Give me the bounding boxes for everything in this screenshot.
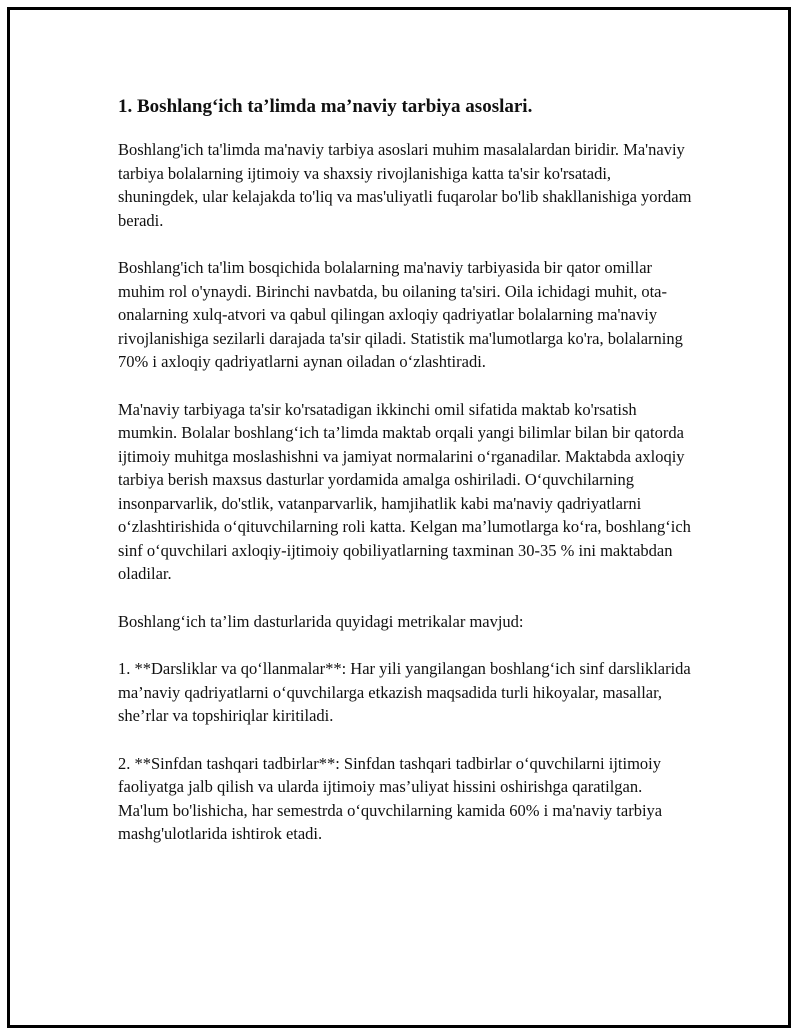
paragraph-extracurricular: 2. **Sinfdan tashqari tadbirlar**: Sinfdan tashqari tadbirlar o‘quvchilarni ijtimoiy faoliyatga jalb qilish va ularda ijtimoiy mas’uliyat hissini oshirishga qaratilgan. Ma'lum bo'lishicha, har semestrda o‘quvchilarning kamida 60% i ma'naviy tarbiya mashg'ulotlarida ishtirok etadi.: [118, 753, 663, 843]
section-heading: 1. Boshlang‘ich ta’limda ma’naviy tarbiya asoslari.: [118, 96, 533, 117]
paragraph-school: Ma'naviy tarbiyaga ta'sir ko'rsatadigan ikkinchi omil sifatida maktab ko'rsatish mumkin. Bolalar boshlang‘ich ta’limda maktab orqali yangi bilimlar bilan bir qatorda ijtimoiy muhitga moslashishni va jamiyat normalarini o‘rganadilar. Maktabda axloqiy tarbiya berish maxsus dasturlar yordamida amalga oshiriladi. O‘quvchilarning insonparvarlik, do'stlik, vatanparvarlik, hamjihatlik kabi ma'naviy qadriyatlarni o‘zlashtirishida o‘qituvchilarning roli katta. Kelgan ma’lumotlarga ko‘ra, boshlang‘ich sinf o‘quvchilari axloqiy-ijtimoiy qobiliyatlarning taxminan 30-35 % ini maktabdan oladilar.: [118, 399, 691, 583]
document-body: [118, 94, 693, 870]
paragraph-intro: Boshlang'ich ta'limda ma'naviy tarbiya asoslari muhim masalalardan biridir. Ma'naviy tarbiya bolalarning ijtimoiy va shaxsiy rivojlanishiga katta ta'sir ko'rsatadi, shuningdek, ular kelajakda to'liq va mas'uliyatli fuqarolar bo'lib shakllanishiga yordam beradi.: [118, 140, 692, 230]
paragraph-family: Boshlang'ich ta'lim bosqichida bolalarning ma'naviy tarbiyasida bir qator omillar muhim rol o'ynaydi. Birinchi navbatda, bu oilaning ta'siri. Oila ichidagi muhit, ota-onalarning xulq-atvori va qabul qilingan axloqiy qadriyatlar bolalarning ma'naviy rivojlanishiga sezilarli darajada ta'sir qiladi. Statistik ma'lumotlarga ko'ra, bolalarning 70% i axloqiy qadriyatlarni aynan oiladan o‘zlashtiradi.: [118, 258, 683, 371]
paragraph-metrics-intro: Boshlang‘ich ta’lim dasturlarida quyidagi metrikalar mavjud:: [118, 611, 524, 631]
paragraph-textbooks: 1. **Darsliklar va qo‘llanmalar**: Har yili yangilangan boshlang‘ich sinf darsliklarida ma’naviy qadriyatlarni o‘quvchilarga etkazish maqsadida turli hikoyalar, masallar, she’rlar va topshiriqlar kiritiladi.: [118, 659, 691, 725]
